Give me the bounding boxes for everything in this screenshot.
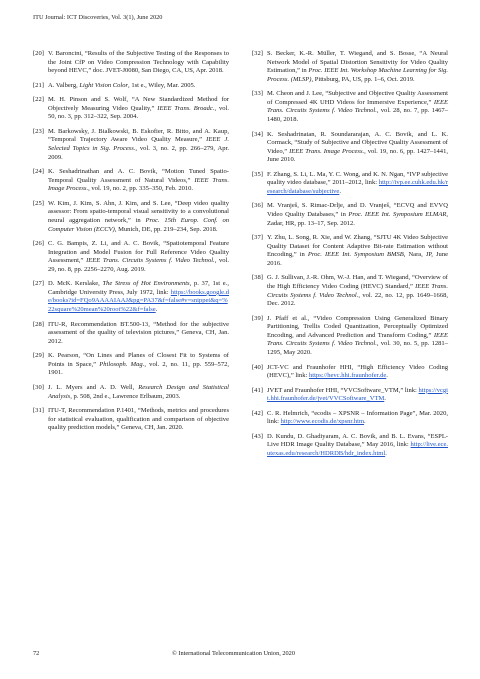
reference-title-italic: Proc. IEEE Int. Symposium ELMAR bbox=[348, 211, 447, 219]
reference-entry bbox=[33, 50, 229, 76]
reference-number: [31] bbox=[33, 406, 44, 414]
reference-text: JVET and Fraunhofer HHI, “VVCSoftware_VTM,” link: bbox=[267, 386, 419, 394]
reference-number: [40] bbox=[252, 363, 263, 371]
reference-number: [37] bbox=[252, 234, 263, 242]
reference-text: F. Zhang, S. Li, L. Ma, Y. C. Wong, and K. N. Ngan, “IVP subjective quality video database,” 2011–2012, link: bbox=[267, 170, 448, 187]
reference-title-italic: IEEE Trans. Circuits Systems f. Video Technol. bbox=[267, 331, 448, 348]
reference-text: , Nara, JP, June 2016. bbox=[267, 251, 448, 267]
reference-number: [30] bbox=[33, 383, 44, 391]
reference-text: , Zadar, HR, pp. 13–17, Sep. 2012. bbox=[267, 211, 448, 227]
page-number: 72 bbox=[33, 650, 40, 657]
reference-entry bbox=[33, 240, 229, 274]
reference-text: , p. 37, 1st e., Cambridge University Press, July 1972, link: bbox=[48, 280, 229, 296]
reference-text: , Munich, DE, pp. 219–234, Sep. 2018. bbox=[114, 225, 218, 233]
reference-entry bbox=[33, 384, 229, 401]
reference-entry bbox=[252, 274, 448, 308]
reference-link[interactable]: https://books.google.de/books?id=FQo9AAAAIAAJ&pg=PA37&f=false#v=snippet&q=%22square%20mean%20root%22&f=false bbox=[48, 288, 229, 314]
reference-entry bbox=[252, 90, 448, 124]
reference-text: , Pittsburg, PA, US, pp. 1–6, Oct. 2019. bbox=[311, 75, 415, 83]
reference-title-italic: Philosoph. Mag. bbox=[99, 360, 145, 368]
reference-text: ITU-T, Recommendation P.1401, “Methods, metrics and procedures for statistical evaluation, qualification and comparison of objective quality prediction models,” Geneva, CH, Jan. 2020. bbox=[48, 406, 229, 432]
reference-number: [29] bbox=[33, 352, 44, 360]
reference-text: J. L. Myers and A. D. Well, bbox=[48, 383, 139, 391]
reference-text: D. Kundu, D. Ghadiyaram, A. C. Bovik, and B. L. Evans, “ESPL-Live HDR Image Quality Database,” May 2016, link: bbox=[267, 432, 448, 449]
reference-title-italic: IEEE Trans. Circuits Systems f. Video Technol. bbox=[267, 283, 448, 299]
reference-entry bbox=[33, 96, 229, 122]
reference-text: , vol. 30, no. 5, pp. 1281–1295, May 2020. bbox=[267, 340, 448, 357]
reference-number: [36] bbox=[252, 202, 263, 210]
reference-entry bbox=[33, 321, 229, 347]
reference-number: [38] bbox=[252, 274, 263, 282]
copyright-notice: © International Telecommunication Union, 2020 bbox=[172, 650, 295, 657]
reference-text: A. Valberg, bbox=[48, 81, 80, 89]
reference-title-italic: Light Vision Color bbox=[79, 81, 129, 89]
reference-entry bbox=[252, 171, 448, 197]
reference-link[interactable]: http://www.ecodis.de/xpsnr.htm bbox=[280, 418, 365, 426]
reference-text: , p. 508, 2nd e., Lawrence Erlbaum, 2003. bbox=[70, 392, 181, 400]
reference-number: [23] bbox=[33, 127, 44, 135]
reference-number: [22] bbox=[33, 96, 44, 104]
reference-text: M. H. Pinson and S. Wolf, “A New Standardized Method for Objectively Measuring Video Quality,” bbox=[48, 96, 229, 112]
reference-text: , vol. 19, no. 2, pp. 335–350, Feb. 2010. bbox=[88, 185, 194, 193]
reference-number: [39] bbox=[252, 314, 263, 322]
reference-text: C. G. Bampis, Z. Li, and A. C. Bovik, “Spatiotemporal Feature Integration and Model Fusion for Full Reference Video Quality Assessment,” bbox=[48, 240, 229, 265]
reference-text: , vol. 3, no. 2, pp. 266–279, Apr. 2009. bbox=[48, 145, 229, 161]
reference-entry bbox=[33, 82, 229, 91]
reference-entry bbox=[33, 168, 229, 194]
reference-title-italic: Research Design and Statistical Analysis bbox=[48, 383, 229, 400]
reference-link[interactable]: http://live.ece.utexas.edu/research/HDRDB/hdr_index.html bbox=[267, 441, 448, 457]
reference-entry bbox=[252, 234, 448, 268]
reference-text: G. J. Sullivan, J.-R. Ohm, W.-J. Han, and T. Wiegand, “Overview of the High Efficiency Video Coding (HEVC) Standard,” bbox=[267, 274, 448, 290]
reference-text: K. Seshadrinathan and A. C. Bovik, “Motion Tuned Spatio-Temporal Quality Assessment of Natural Videos,” bbox=[48, 168, 229, 184]
reference-title-italic: Proc. 15th Europ. Conf. on Computer Vision (ECCV) bbox=[48, 216, 229, 233]
reference-text: M. Cheon and J. Lee, “Subjective and Objective Quality Assessment of Compressed 4K UHD Videos for Immersive Experience,” bbox=[267, 90, 448, 106]
reference-number: [32] bbox=[252, 50, 263, 57]
reference-text: K. Pearson, “On Lines and Planes of Closest Fit to Systems of Points in Space,” bbox=[48, 352, 229, 368]
reference-text: ITU-R, Recommendation BT.500-13, “Method for the subjective assessment of the quality of television pictures,” Geneva, CH, Jan. 2012. bbox=[48, 320, 229, 345]
reference-title-italic: IEEE Trans. Image Process. bbox=[48, 176, 229, 193]
reference-number: [34] bbox=[252, 130, 263, 138]
reference-text: . bbox=[385, 449, 387, 457]
reference-text: K. Seshadrinatan, R. Soundararajan, A. C. Bovik, and L. K. Cormack, “Study of Subjective and Objective Quality Assessment of Video,” bbox=[267, 130, 448, 155]
reference-link[interactable]: https://hevc.hhi.fraunhofer.de bbox=[309, 372, 387, 380]
reference-number: [26] bbox=[33, 240, 44, 248]
reference-column-right bbox=[252, 50, 448, 464]
reference-title-italic: IEEE Trans. Circuits Systems f. Video Technol. bbox=[267, 98, 448, 115]
reference-title-italic: IEEE Trans. Image Process. bbox=[289, 147, 365, 155]
reference-text: V. Baroncini, “Results of the Subjective Testing of the Responses to the Joint CfP on Video Compression Technology with Capability beyond HEVC,” doc. JVET-J0080, San Diego, CA, US, Apr. 2018. bbox=[48, 50, 229, 75]
reference-entry bbox=[252, 433, 448, 459]
reference-text: Y. Zhu, L. Song, R. Xie, and W. Zhang, “SJTU 4K Video Subjective Quality Dataset for Content Adaptive Bit-rate Estimation without Encoding,” in bbox=[267, 234, 448, 259]
reference-title-italic: Proc. IEEE Int. Symposium BMSB bbox=[307, 251, 404, 259]
reference-text: , 1st e., Wiley, Mar. 2005. bbox=[128, 81, 196, 89]
reference-column-left bbox=[33, 50, 229, 439]
reference-entry bbox=[252, 315, 448, 358]
reference-text: , vol. 28, no. 7, pp. 1467–1480, 2018. bbox=[267, 107, 448, 124]
reference-link[interactable]: http://ivp.ee.cuhk.edu.hk/research/database/subjective bbox=[267, 179, 448, 195]
reference-entry bbox=[252, 387, 448, 404]
reference-entry bbox=[252, 202, 448, 228]
reference-text: . bbox=[364, 418, 366, 426]
reference-title-italic: Proc. IEEE Int. Workshop Machine Learning for Sig. Process. (MLSP) bbox=[267, 67, 448, 83]
running-header: ITU Journal: ICT Discoveries, Vol. 3(1), June 2020 bbox=[33, 14, 163, 21]
reference-entry bbox=[252, 364, 448, 381]
reference-number: [20] bbox=[33, 50, 44, 57]
reference-title-italic: IEEE Trans. Circuits Systems f. Video Technol. bbox=[86, 257, 215, 265]
reference-text: . bbox=[339, 187, 341, 195]
reference-title-italic: IEEE Trans. Broadc. bbox=[157, 104, 215, 112]
reference-text: J. Pfaff et al., “Video Compression Using Generalized Binary Partitioning, Trellis Coded Quantization, Perceptually Optimized Encoding, and Advanced Prediction and Transform Coding,” bbox=[267, 314, 448, 339]
reference-entry bbox=[33, 280, 229, 314]
reference-text: , vol. 50, no. 3, pp. 312–322, Sep. 2004. bbox=[48, 104, 229, 121]
reference-link[interactable]: https://vcgit.hhi.fraunhofer.de/jvet/VVCSoftware_VTM bbox=[267, 386, 448, 403]
reference-text: M. Vranješ, S. Rimac-Drlje, and D. Vranješ, “ECVQ and EVVQ Video Quality Databases,” in bbox=[267, 202, 448, 219]
reference-title-italic: The Stress of Hot Environments bbox=[102, 280, 190, 288]
reference-number: [33] bbox=[252, 90, 263, 98]
reference-entry bbox=[33, 200, 229, 234]
reference-entry bbox=[33, 352, 229, 378]
reference-text: M. Barkowsky, J. Bialkowski, B. Eskofier, R. Bitto, and A. Kaup, “Temporal Trajectory Aware Video Quality Measure,” bbox=[48, 127, 229, 144]
reference-text: , vol. 19, no. 6, pp. 1427–1441, June 2010. bbox=[267, 147, 448, 164]
reference-text: . bbox=[384, 395, 386, 403]
reference-text: , vol. 29, no. 8, pp. 2256–2270, Aug. 2019. bbox=[48, 257, 229, 273]
reference-text: , vol. 2, no. 11, pp. 559–572, 1901. bbox=[48, 360, 229, 377]
reference-text: JCT-VC and Fraunhofer HHI, “High Efficiency Video Coding (HEVC),” link: bbox=[267, 363, 448, 380]
reference-entry bbox=[252, 50, 448, 84]
reference-number: [35] bbox=[252, 170, 263, 178]
reference-number: [42] bbox=[252, 409, 263, 417]
reference-title-italic: IEEE J. Selected Topics in Sig. Process. bbox=[48, 136, 230, 153]
reference-number: [24] bbox=[33, 168, 44, 176]
reference-entry bbox=[33, 128, 229, 162]
reference-text: C. R. Helmrich, “ecodis – XPSNR – Information Page”, Mar. 2020, link: bbox=[267, 409, 448, 426]
reference-number: [41] bbox=[252, 386, 263, 394]
reference-text: S. Becker, K.-R. Müller, T. Wiegand, and S. Bosse, “A Neural Network Model of Spatial Distortion Sensitivity for Video Quality Estimation,” in bbox=[267, 50, 448, 75]
reference-number: [28] bbox=[33, 320, 44, 328]
reference-number: [25] bbox=[33, 199, 44, 207]
reference-number: [27] bbox=[33, 280, 44, 288]
reference-text: , vol. 22, no. 12, pp. 1649–1668, Dec. 2012. bbox=[267, 291, 449, 308]
reference-entry bbox=[33, 407, 229, 433]
reference-entry bbox=[252, 131, 448, 165]
reference-number: [43] bbox=[252, 432, 263, 440]
reference-text: . bbox=[386, 372, 388, 380]
reference-number: [21] bbox=[33, 81, 44, 89]
reference-entry bbox=[252, 410, 448, 427]
reference-text: D. McK. Kerslake, bbox=[48, 280, 103, 288]
reference-text: W. Kim, J. Kim, S. Ahn, J. Kim, and S. Lee, “Deep video quality assessor: From spatio-temporal visual sensitivity to a convolutional neural aggregation network,” in bbox=[48, 199, 229, 224]
reference-text: . bbox=[155, 306, 158, 314]
